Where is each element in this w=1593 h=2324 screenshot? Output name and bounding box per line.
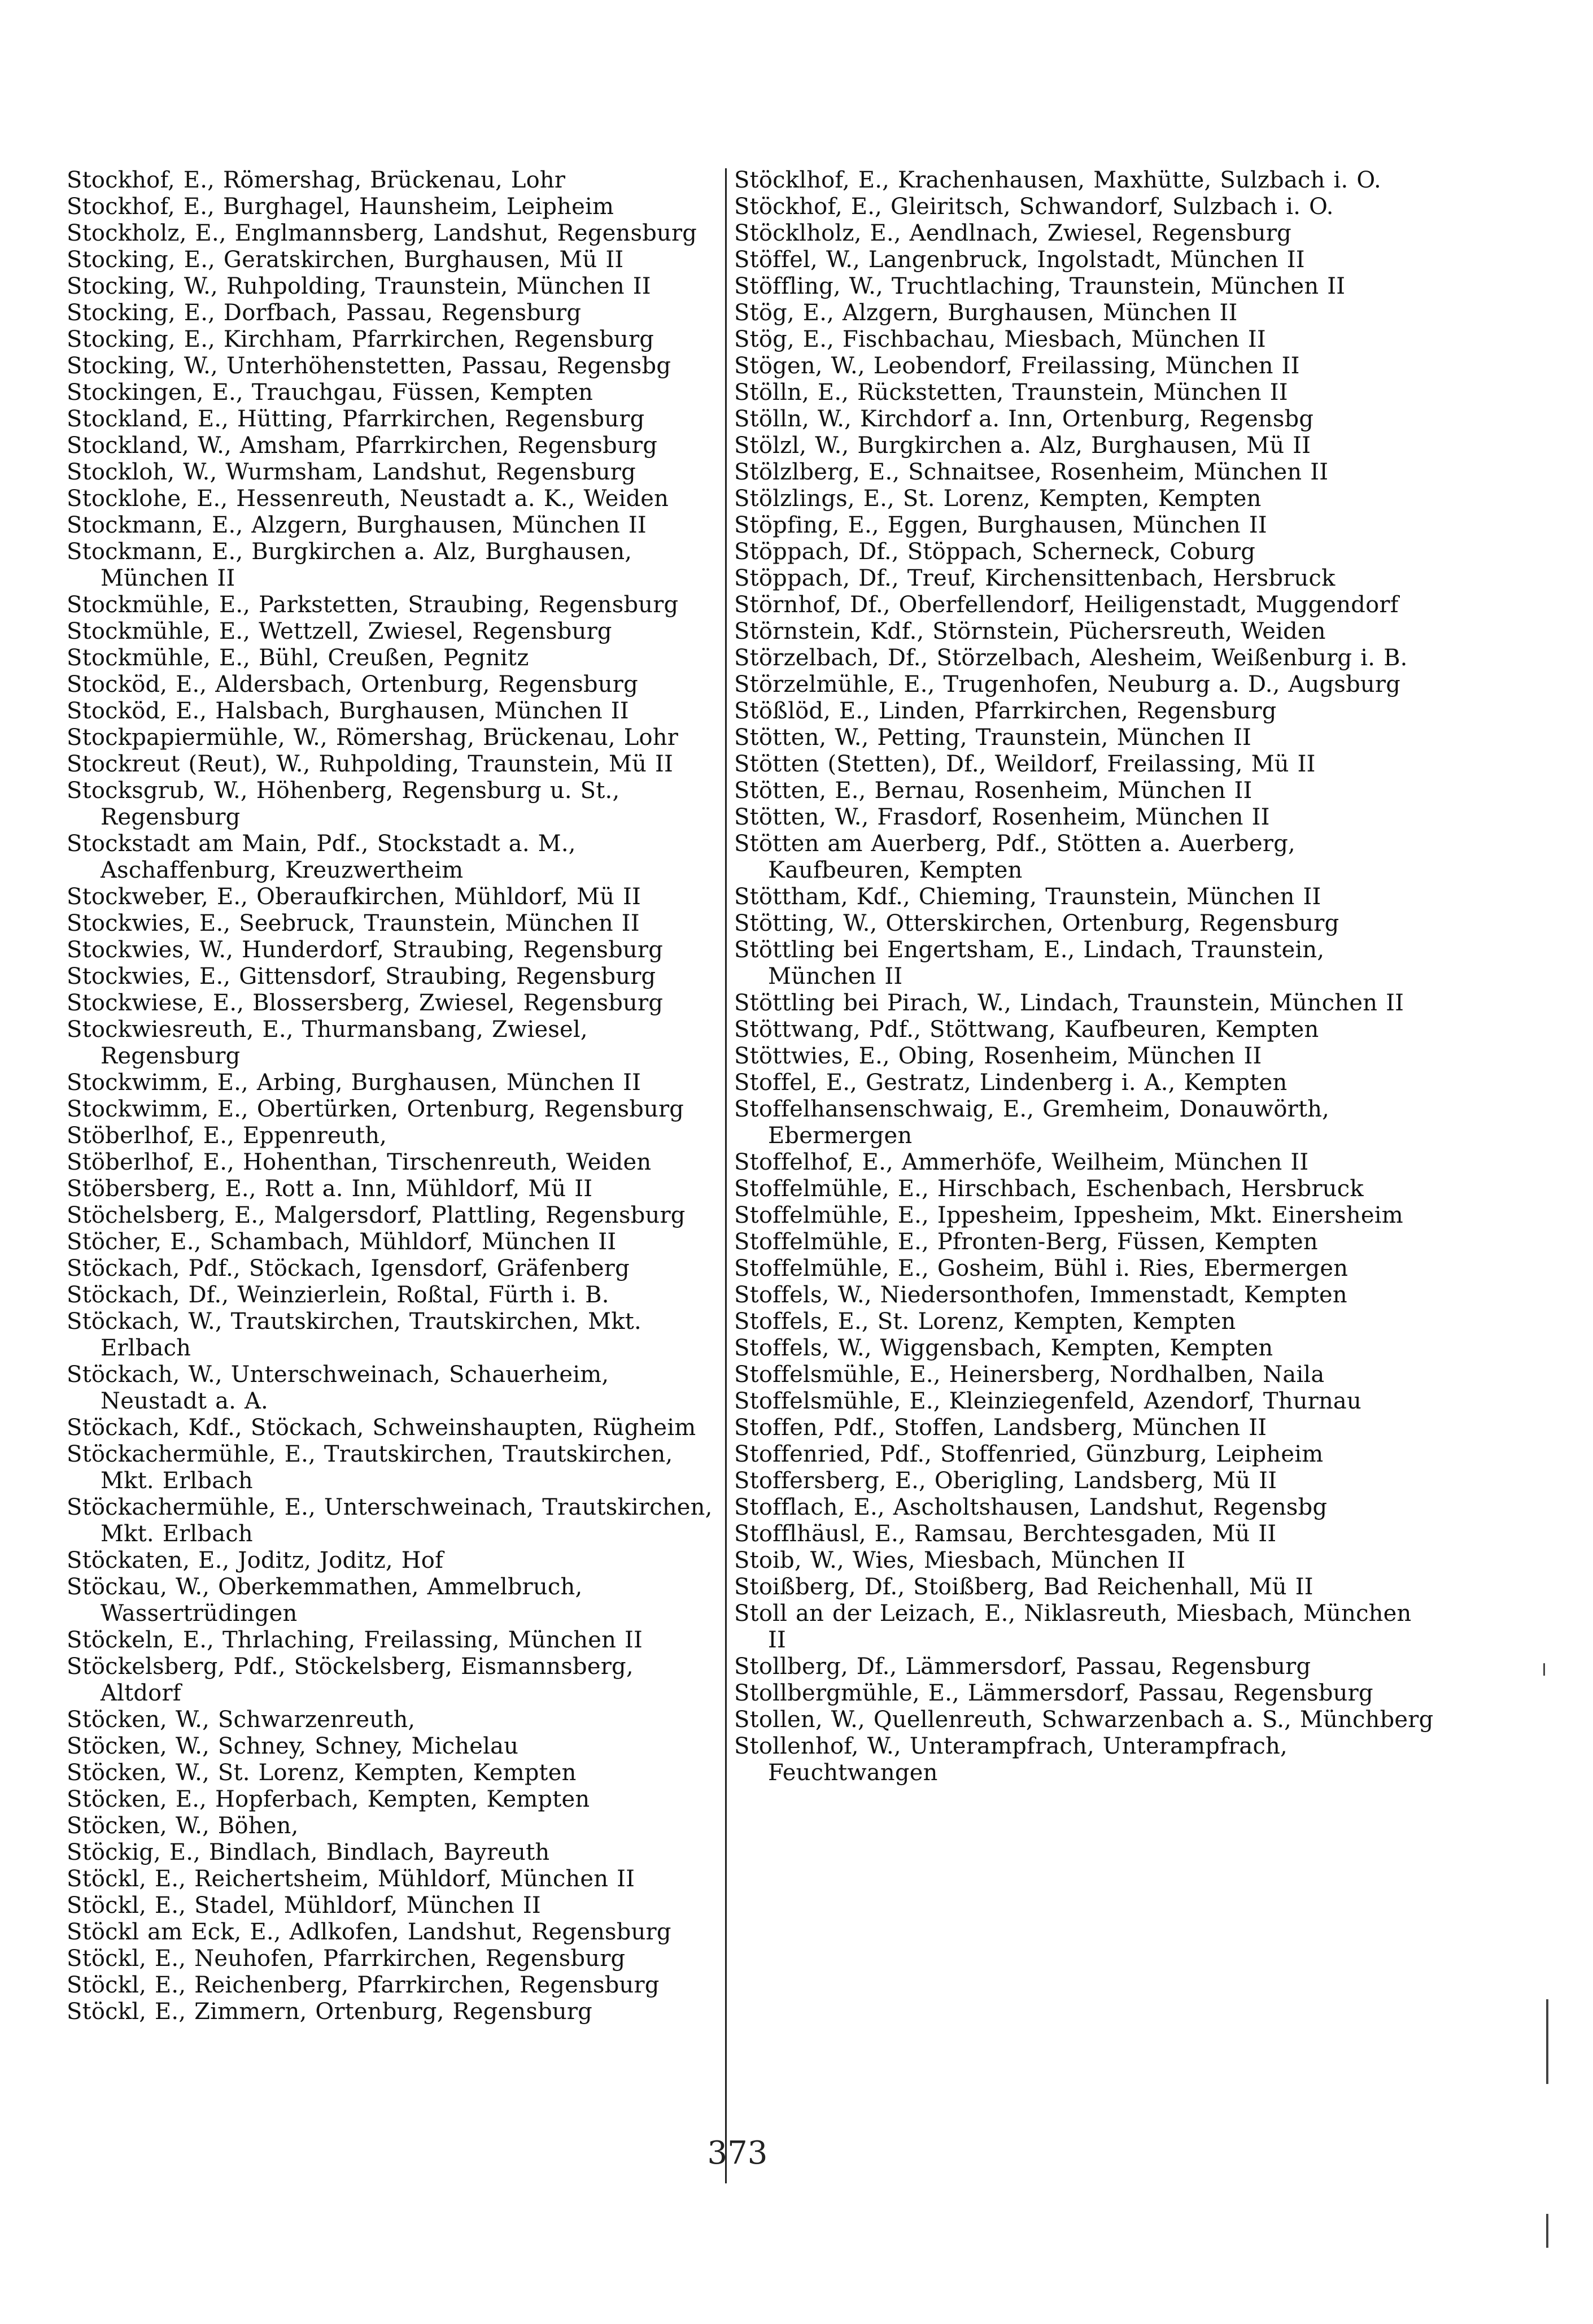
right-column [734,167,1434,1786]
column-divider [725,168,727,2183]
index-entry: Stößlöd, E., Linden, Pfarrkirchen, Regensburg [734,698,1277,724]
index-entry: Stöckl, E., Neuhofen, Pfarrkirchen, Regensburg [67,1946,626,1972]
index-entry: Stöttwang, Pdf., Stöttwang, Kaufbeuren, Kempten [734,1017,1319,1043]
index-entry: Stoffels, W., Wiggensbach, Kempten, Kempten [734,1335,1273,1361]
index-entry: Stoffelsmühle, E., Heinersberg, Nordhalben, Naila [734,1362,1325,1388]
index-entry: Stockstadt am Main, Pdf., Stockstadt a. M., Aschaffenburg, Kreuzwertheim [67,831,576,883]
scan-edge-mark [1546,2214,1548,2248]
index-entry: Stöckachermühle, E., Unterschweinach, Trautskirchen, Mkt. Erlbach [67,1494,713,1547]
index-entry: Stockland, E., Hütting, Pfarrkirchen, Regensburg [67,406,645,432]
index-entry: Stoffelmühle, E., Ippesheim, Ippesheim, Mkt. Einersheim [734,1202,1403,1228]
index-entry: Stoib, W., Wies, Miesbach, München II [734,1547,1186,1573]
index-entry: Stoffels, W., Niedersonthofen, Immenstadt, Kempten [734,1282,1347,1308]
index-entry: Stoffelmühle, E., Pfronten-Berg, Füssen, Kempten [734,1229,1318,1255]
index-entry: Stockmann, E., Burgkirchen a. Alz, Burghausen, München II [67,539,632,591]
index-entry: Stockwiese, E., Blossersberg, Zwiesel, Regensburg [67,990,664,1016]
index-entry: Stöckl am Eck, E., Adlkofen, Landshut, Regensburg [67,1919,671,1945]
index-entry: Stölln, E., Rückstetten, Traunstein, München II [734,380,1288,405]
index-entry: Störzelmühle, E., Trugenhofen, Neuburg a. D., Augsburg [734,672,1401,697]
index-entry: Stöckaten, E., Joditz, Joditz, Hof [67,1547,444,1573]
index-entry: Stockmühle, E., Bühl, Creußen, Pegnitz [67,645,529,671]
index-entry: Stöcken, E., Hopferbach, Kempten, Kempten [67,1786,590,1812]
index-entry: Stockingen, E., Trauchgau, Füssen, Kempten [67,380,593,405]
index-entry: Stockwies, E., Seebruck, Traunstein, München II [67,910,640,936]
index-entry: Stoffelmühle, E., Gosheim, Bühl i. Ries, Ebermergen [734,1255,1348,1281]
index-entry: Stockwiesreuth, E., Thurmansbang, Zwiesel, Regensburg [67,1017,588,1069]
index-entry: Stöppach, Df., Treuf, Kirchensittenbach, Hersbruck [734,565,1335,591]
index-entry: Stötten, E., Bernau, Rosenheim, München II [734,778,1252,804]
index-entry: Stöbersberg, E., Rott a. Inn, Mühldorf, Mü II [67,1176,593,1202]
index-entry: Stöckhof, E., Gleiritsch, Schwandorf, Sulzbach i. O. [734,194,1334,220]
index-entry: Stöcken, W., Schwarzenreuth, [67,1707,416,1733]
index-entry: Stocköd, E., Halsbach, Burghausen, München II [67,698,629,724]
index-entry: Stockhof, E., Burghagel, Haunsheim, Leipheim [67,194,614,220]
index-entry: Stöcklhof, E., Krachenhausen, Maxhütte, Sulzbach i. O. [734,167,1381,193]
index-entry: Stockpapiermühle, W., Römershag, Brückenau, Lohr [67,725,679,751]
index-entry: Stöckach, Kdf., Stöckach, Schweinshaupten, Rügheim [67,1415,696,1441]
index-entry: Stockwies, W., Hunderdorf, Straubing, Regensburg [67,937,663,963]
index-entry: Stockwimm, E., Arbing, Burghausen, München II [67,1070,641,1096]
index-entry: Stöchelsberg, E., Malgersdorf, Plattling, Regensburg [67,1202,686,1228]
index-entry: Stockreut (Reut), W., Ruhpolding, Traunstein, Mü II [67,751,674,777]
index-entry: Stoffelsmühle, E., Kleinziegenfeld, Azendorf, Thurnau [734,1388,1361,1414]
index-entry: Stöppach, Df., Stöppach, Scherneck, Coburg [734,539,1256,565]
index-entry: Stocking, E., Geratskirchen, Burghausen, Mü II [67,247,624,273]
index-entry: Störnstein, Kdf., Störnstein, Püchersreuth, Weiden [734,618,1326,644]
index-entry: Stöckl, E., Stadel, Mühldorf, München II [67,1893,541,1919]
index-entry: Stög, E., Fischbachau, Miesbach, München II [734,326,1266,352]
index-entry: Stög, E., Alzgern, Burghausen, München II [734,300,1238,326]
index-entry: Stöcher, E., Schambach, Mühldorf, München II [67,1229,617,1255]
index-entry: Stockweber, E., Oberaufkirchen, Mühldorf, Mü II [67,884,641,910]
index-entry: Stoffelhansenschwaig, E., Gremheim, Donauwörth, Ebermergen [734,1096,1330,1149]
index-entry: Stockmühle, E., Parkstetten, Straubing, Regensburg [67,592,679,618]
index-entry: Stögen, W., Leobendorf, Freilassing, München II [734,353,1300,379]
index-entry: Stofflhäusl, E., Ramsau, Berchtesgaden, Mü II [734,1521,1277,1547]
index-entry: Stoißberg, Df., Stoißberg, Bad Reichenhall, Mü II [734,1574,1313,1600]
index-entry: Stoffersberg, E., Oberigling, Landsberg, Mü II [734,1468,1277,1494]
index-entry: Stöcken, W., Böhen, [67,1813,299,1839]
index-entry: Stocklohe, E., Hessenreuth, Neustadt a. K., Weiden [67,486,669,512]
index-entry: Stollberg, Df., Lämmersdorf, Passau, Regensburg [734,1654,1311,1680]
index-entry: Stockland, W., Amsham, Pfarrkirchen, Regensburg [67,433,658,459]
index-entry: Stötten (Stetten), Df., Weildorf, Freilassing, Mü II [734,751,1316,777]
index-entry: Stöckelsberg, Pdf., Stöckelsberg, Eismannsberg, Altdorf [67,1654,634,1706]
index-entry: Stockhof, E., Römershag, Brückenau, Lohr [67,167,566,193]
index-entry: Stöckl, E., Reichertsheim, Mühldorf, München II [67,1866,635,1892]
index-entry: Stoffelhof, E., Ammerhöfe, Weilheim, München II [734,1149,1309,1175]
index-entry: Stöberlhof, E., Eppenreuth, [67,1123,387,1149]
index-entry: Stöberlhof, E., Hohenthan, Tirschenreuth, Weiden [67,1149,652,1175]
index-entry: Stoffenried, Pdf., Stoffenried, Günzburg, Leipheim [734,1441,1324,1467]
index-entry: Stollenhof, W., Unterampfrach, Unterampfrach, Feuchtwangen [734,1733,1288,1786]
scan-edge-mark [1546,1999,1548,2084]
index-entry: Stockloh, W., Wurmsham, Landshut, Regensburg [67,459,636,485]
index-entry: Stöckach, Df., Weinzierlein, Roßtal, Fürth i. B. [67,1282,609,1308]
index-entry: Stoffels, E., St. Lorenz, Kempten, Kempten [734,1309,1236,1335]
index-entry: Stollen, W., Quellenreuth, Schwarzenbach a. S., Münchberg [734,1707,1434,1733]
index-entry: Stöckig, E., Bindlach, Bindlach, Bayreuth [67,1839,550,1865]
scan-edge-mark [1543,1663,1545,1676]
index-entry: Stölln, W., Kirchdorf a. Inn, Ortenburg, Regensbg [734,406,1314,432]
index-entry: Stoll an der Leizach, E., Niklasreuth, Miesbach, München II [734,1601,1412,1653]
index-entry: Stocking, E., Kirchham, Pfarrkirchen, Regensburg [67,326,654,352]
index-entry: Stoffen, Pdf., Stoffen, Landsberg, München II [734,1415,1267,1441]
index-entry: Stöckl, E., Reichenberg, Pfarrkirchen, Regensburg [67,1972,660,1998]
index-entry: Stoffelmühle, E., Hirschbach, Eschenbach, Hersbruck [734,1176,1364,1202]
index-entry: Störnhof, Df., Oberfellendorf, Heiligenstadt, Muggendorf [734,592,1399,618]
index-entry: Stöttling bei Engertsham, E., Lindach, Traunstein, München II [734,937,1325,989]
index-entry: Stölzlberg, E., Schnaitsee, Rosenheim, München II [734,459,1329,485]
left-column [67,167,722,2025]
index-entry: Stockmühle, E., Wettzell, Zwiesel, Regensburg [67,618,612,644]
index-entry: Stocking, W., Unterhöhenstetten, Passau, Regensbg [67,353,671,379]
index-entry: Stöckachermühle, E., Trautskirchen, Trautskirchen, Mkt. Erlbach [67,1441,673,1494]
index-entry: Stöpfing, E., Eggen, Burghausen, München II [734,512,1267,538]
index-entry: Stoffel, E., Gestratz, Lindenberg i. A., Kempten [734,1070,1288,1096]
index-entry: Stöckeln, E., Thrlaching, Freilassing, München II [67,1627,643,1653]
index-entry: Stocköd, E., Aldersbach, Ortenburg, Regensburg [67,672,638,697]
index-entry: Stockwimm, E., Obertürken, Ortenburg, Regensburg [67,1096,684,1122]
index-entry: Stölzl, W., Burgkirchen a. Alz, Burghausen, Mü II [734,433,1311,459]
index-entry: Stöckl, E., Zimmern, Ortenburg, Regensburg [67,1999,592,2025]
index-entry: Stöckach, Pdf., Stöckach, Igensdorf, Gräfenberg [67,1255,630,1281]
index-entry: Stöcken, W., St. Lorenz, Kempten, Kempten [67,1760,577,1786]
index-entry: Stockwies, E., Gittensdorf, Straubing, Regensburg [67,963,656,989]
page-number: 373 [707,2135,768,2172]
index-entry: Stöttling bei Pirach, W., Lindach, Traunstein, München II [734,990,1404,1016]
index-entry: Stöffling, W., Truchtlaching, Traunstein, München II [734,273,1346,299]
index-entry: Stötten, W., Frasdorf, Rosenheim, München II [734,804,1270,830]
index-entry: Stockmann, E., Alzgern, Burghausen, München II [67,512,647,538]
index-entry: Stockholz, E., Englmannsberg, Landshut, Regensburg [67,220,697,246]
index-entry: Stöckach, W., Unterschweinach, Schauerheim, Neustadt a. A. [67,1362,609,1414]
index-entry: Stöttham, Kdf., Chieming, Traunstein, München II [734,884,1321,910]
index-entry: Stocking, W., Ruhpolding, Traunstein, München II [67,273,651,299]
index-entry: Stöcklholz, E., Aendlnach, Zwiesel, Regensburg [734,220,1291,246]
index-entry: Stölzlings, E., St. Lorenz, Kempten, Kempten [734,486,1262,512]
index-entry: Stötten am Auerberg, Pdf., Stötten a. Auerberg, Kaufbeuren, Kempten [734,831,1295,883]
index-entry: Stöttwies, E., Obing, Rosenheim, München II [734,1043,1262,1069]
index-entry: Stöckau, W., Oberkemmathen, Ammelbruch, Wassertrüdingen [67,1574,583,1627]
index-entry: Stöcken, W., Schney, Schney, Michelau [67,1733,519,1759]
index-entry: Stofflach, E., Ascholtshausen, Landshut, Regensbg [734,1494,1328,1520]
index-entry: Stöckach, W., Trautskirchen, Trautskirchen, Mkt. Erlbach [67,1309,641,1361]
index-entry: Stöffel, W., Langenbruck, Ingolstadt, München II [734,247,1305,273]
index-entry: Stötting, W., Otterskirchen, Ortenburg, Regensburg [734,910,1339,936]
index-entry: Störzelbach, Df., Störzelbach, Alesheim, Weißenburg i. B. [734,645,1408,671]
index-entry: Stocking, E., Dorfbach, Passau, Regensburg [67,300,582,326]
index-entry: Stötten, W., Petting, Traunstein, München II [734,725,1251,751]
index-entry: Stocksgrub, W., Höhenberg, Regensburg u. St., Regensburg [67,778,620,830]
index-entry: Stollbergmühle, E., Lämmersdorf, Passau, Regensburg [734,1680,1373,1706]
